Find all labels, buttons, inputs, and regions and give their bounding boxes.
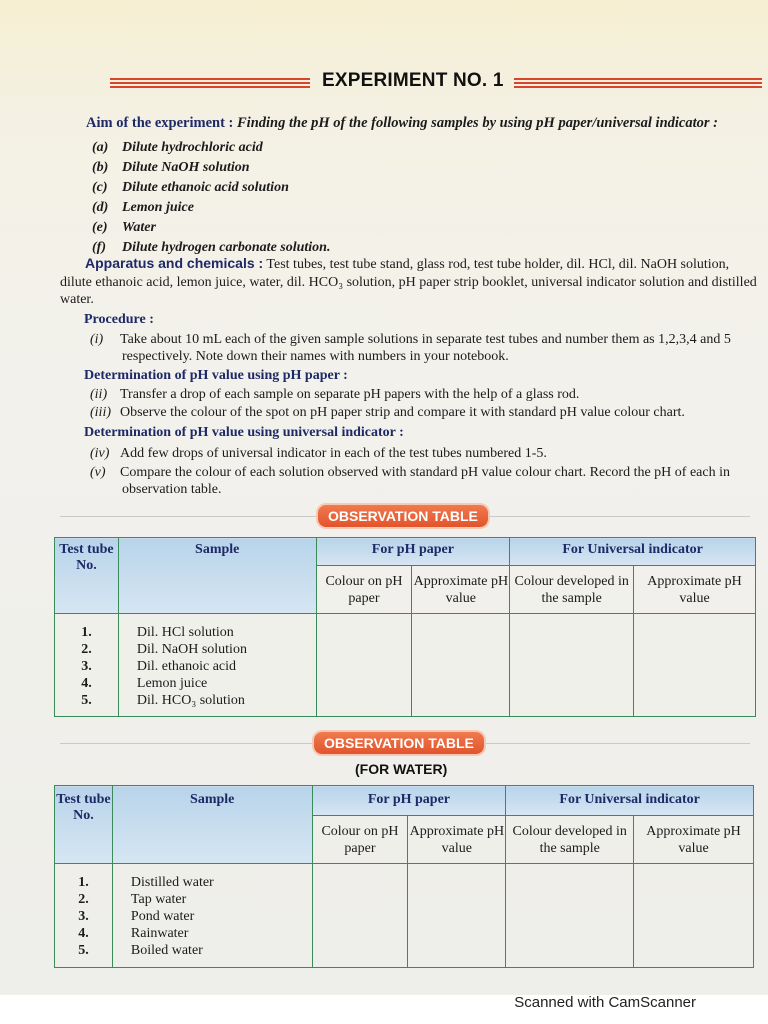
- aim-line: [86, 115, 766, 132]
- ph-paper-header: For pH paper: [316, 538, 510, 566]
- apparatus-paragraph: [60, 255, 760, 309]
- camscanner-watermark: Scanned with CamScanner: [514, 994, 696, 1011]
- procedure-step-4: (iv) Add few drops of universal indicator in each of the test tubes numbered 1-5.: [90, 446, 547, 461]
- procedure-step-1: (i) Take about 10 mL each of the given sample solutions in separate test tubes and number them as 1,2,3,4 and 5 respectively. Note down their names with numbers in your notebook.: [90, 332, 731, 364]
- empty-cell: [316, 614, 412, 717]
- aim-label: Aim of the experiment :: [86, 115, 234, 131]
- experiment-title-row: [110, 68, 766, 104]
- approximate-ph-header: Approximate pH value: [634, 816, 754, 864]
- title-rule-right: [514, 78, 762, 88]
- sample-item: (f) Dilute hydrogen carbonate solution.: [92, 240, 331, 255]
- apparatus-label: Apparatus and chemicals :: [85, 255, 264, 271]
- for-water-subtitle: (FOR WATER): [355, 761, 448, 777]
- universal-indicator-header: For Universal indicator: [510, 538, 756, 566]
- row-numbers: 1. 2. 3. 4. 5.: [55, 864, 113, 968]
- procedure-heading: Procedure :: [84, 312, 154, 327]
- sample-item: (e) Water: [92, 220, 156, 235]
- procedure-step-2: (ii) Transfer a drop of each sample on separate pH papers with the help of a glass rod.: [90, 387, 580, 402]
- empty-cell: [634, 614, 756, 717]
- observation-table-banner: OBSERVATION TABLE: [314, 732, 484, 754]
- row-numbers: 1. 2. 3. 4. 5.: [55, 614, 119, 717]
- empty-cell: [510, 614, 634, 717]
- universal-indicator-heading: Determination of pH value using universal indicator :: [84, 425, 404, 440]
- colour-on-ph-paper-header: Colour on pH paper: [312, 816, 408, 864]
- sample-item: (c) Dilute ethanoic acid solution: [92, 180, 289, 195]
- sample-header: Sample: [118, 538, 316, 614]
- colour-developed-header: Colour developed in the sample: [506, 816, 634, 864]
- ph-paper-header: For pH paper: [312, 786, 506, 816]
- approximate-ph-header: Approximate pH value: [408, 816, 506, 864]
- sample-item: (a) Dilute hydrochloric acid: [92, 140, 263, 155]
- observation-table-water: [54, 785, 754, 968]
- procedure-step-3: (iii) Observe the colour of the spot on pH paper strip and compare it with standard pH value colour chart.: [90, 405, 685, 420]
- aim-text: Finding the pH of the following samples by using pH paper/universal indicator :: [237, 115, 718, 131]
- ph-paper-heading: Determination of pH value using pH paper :: [84, 368, 348, 383]
- test-tube-header: Test tube No.: [55, 786, 113, 864]
- colour-developed-header: Colour developed in the sample: [510, 566, 634, 614]
- observation-table: [54, 537, 756, 717]
- empty-cell: [506, 864, 634, 968]
- sample-item: (d) Lemon juice: [92, 200, 194, 215]
- approximate-ph-header: Approximate pH value: [634, 566, 756, 614]
- sample-cells: Dil. HCl solution Dil. NaOH solution Dil. ethanoic acid Lemon juice Dil. HCO₃ solution: [118, 614, 316, 717]
- test-tube-header: Test tube No.: [55, 538, 119, 614]
- empty-cell: [312, 864, 408, 968]
- sample-header: Sample: [112, 786, 312, 864]
- sample-item: (b) Dilute NaOH solution: [92, 160, 250, 175]
- empty-cell: [412, 614, 510, 717]
- empty-cell: [408, 864, 506, 968]
- colour-on-ph-paper-header: Colour on pH paper: [316, 566, 412, 614]
- universal-indicator-header: For Universal indicator: [506, 786, 754, 816]
- procedure-step-5: (v) Compare the colour of each solution observed with standard pH value colour chart. Record the pH of each in observation table.: [90, 465, 730, 497]
- experiment-title: EXPERIMENT NO. 1: [322, 70, 504, 91]
- observation-table-banner: OBSERVATION TABLE: [318, 505, 488, 527]
- sample-cells: Distilled water Tap water Pond water Rainwater Boiled water: [112, 864, 312, 968]
- approximate-ph-header: Approximate pH value: [412, 566, 510, 614]
- apparatus-text: Test tubes, test tube stand, glass rod, test tube holder, dil. HCl, dil. NaOH solution, dilute ethanoic acid, lemon juice, water, dil. HCO₃ solution, pH paper strip booklet, universal indicator solution and distilled water.: [60, 257, 757, 307]
- empty-cell: [634, 864, 754, 968]
- sample-list: [92, 138, 492, 258]
- title-rule-left: [110, 78, 310, 88]
